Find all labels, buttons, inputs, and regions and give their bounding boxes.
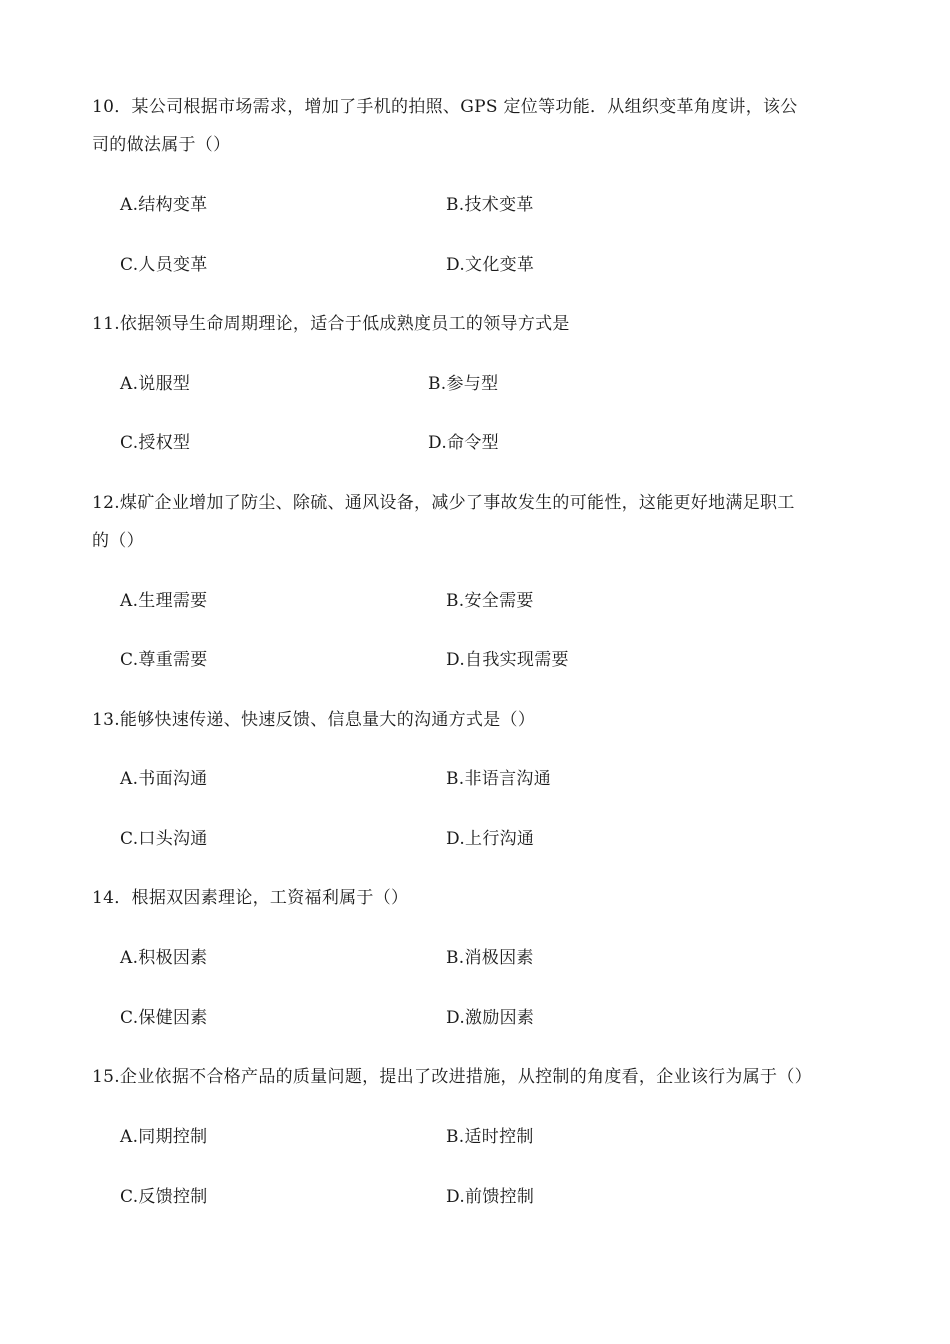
question-13-option-a: A.书面沟通 [120,769,208,789]
question-13-option-b: B.非语言沟通 [446,769,551,789]
question-14-option-c: C.保健因素 [120,1008,208,1028]
question-13-option-d: D.上行沟通 [446,829,535,849]
question-12-option-c: C.尊重需要 [120,650,208,670]
question-15-option-b: B.适时控制 [446,1127,534,1147]
question-14-option-a: A.积极因素 [120,948,208,968]
question-14-stem-line-1: 14．根据双因素理论，工资福利属于（） [92,888,409,908]
question-15-stem-line-1: 15.企业依据不合格产品的质量问题，提出了改进措施，从控制的角度看，企业该行为属于（） [92,1067,812,1087]
question-12-stem-line-1: 12.煤矿企业增加了防尘、除硫、通风设备，减少了事故发生的可能性，这能更好地满足职工 [92,493,795,513]
question-14-option-d: D.激励因素 [446,1008,535,1028]
question-13-option-c: C.口头沟通 [120,829,208,849]
question-11-stem-line-1: 11.依据领导生命周期理论，适合于低成熟度员工的领导方式是 [92,314,570,334]
question-12-option-b: B.安全需要 [446,591,534,611]
question-11-option-d: D.命令型 [428,433,499,453]
question-11-option-a: A.说服型 [120,374,191,394]
question-12-option-a: A.生理需要 [120,591,208,611]
question-10-option-b: B.技术变革 [446,195,534,215]
question-14-option-b: B.消极因素 [446,948,534,968]
question-10-option-c: C.人员变革 [120,255,208,275]
question-10-stem-line-2: 司的做法属于（） [92,135,231,155]
question-10-stem-line-1: 10．某公司根据市场需求，增加了手机的拍照、GPS 定位等功能．从组织变革角度讲，该公 [92,97,798,117]
question-12-stem-line-2: 的（） [92,531,144,551]
question-10-option-a: A.结构变革 [120,195,208,215]
question-12-option-d: D.自我实现需要 [446,650,569,670]
question-10-option-d: D.文化变革 [446,255,535,275]
question-11-option-c: C.授权型 [120,433,191,453]
question-15-option-d: D.前馈控制 [446,1187,535,1207]
question-11-option-b: B.参与型 [428,374,499,394]
question-13-stem-line-1: 13.能够快速传递、快速反馈、信息量大的沟通方式是（） [92,710,536,730]
question-15-option-c: C.反馈控制 [120,1187,208,1207]
question-15-option-a: A.同期控制 [120,1127,208,1147]
